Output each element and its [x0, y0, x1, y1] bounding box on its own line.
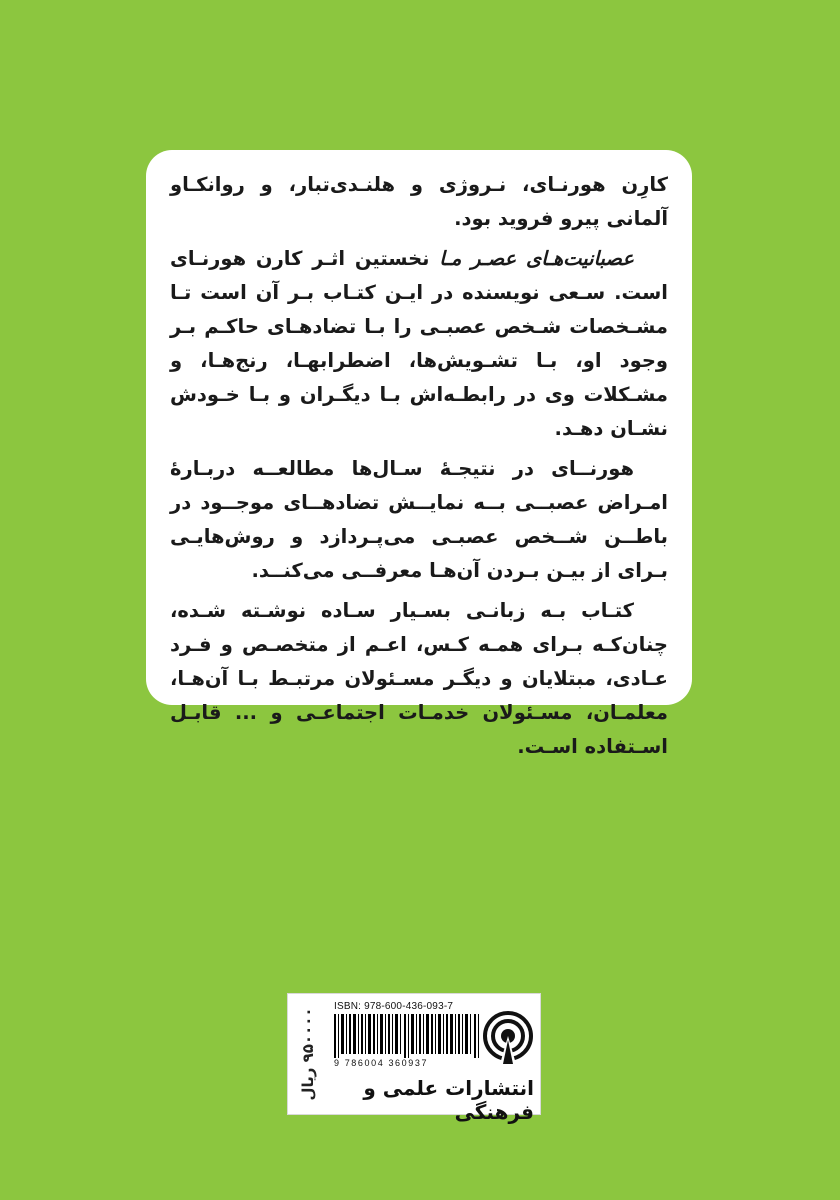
paragraph-author: کارِن هورنـای، نـروژی و هلنـدی‌تبار، و روانکـاو آلمانی پیرو فروید بود.	[170, 173, 668, 230]
book-title: عصبانیت‌هـای عصـر مـا	[439, 247, 634, 270]
paragraph-book-text: نخستین اثـر کارن هورنـای است. سـعی نویسنده در ایـن کتـاب بـر آن است تـا مشـخصات شـخص عصبـی را بـا تضادهـای حاکـم بـر وجود او، بـا تشـویش‌ها، اضطرابهـا، رنج‌هـا، و مشـکلات وی در رابطـه‌اش بـا دیگـران و بـا خـودش نشـان دهـد.	[170, 247, 668, 440]
price-text: ۹۵۰۰۰۰ ریال	[299, 1007, 317, 1101]
barcode-label	[287, 993, 541, 1124]
paragraph-audience: کتـاب بـه زبانـی بسـیار سـاده نوشـته شـده، چنان‌کـه بـرای همـه کـس، اعـم از متخصـص و فـرد عـادی، مبتلایان و دیگـر مسـئولان مرتبـط بـا آن‌هـا، معلمـان، مسـئولان خدمـات اجتماعـی و ... قابـل اسـتفاده اسـت.	[170, 599, 668, 758]
publisher-logo-icon	[483, 1006, 533, 1068]
barcode-digits: 9 786004 360937	[334, 1058, 429, 1068]
description-card	[146, 150, 692, 758]
paragraph-book	[170, 242, 668, 446]
paragraph-content: هورنــای در نتیجـهٔ سـال‌ها مطالعــه دربـارهٔ امـراض عصبــی بــه نمایــش تضادهــای موجــود در باطــن شــخص عصبـی می‌پـردازد و روش‌هایـی بـرای از بیـن بـردن آن‌هـا معرفــی می‌کنــد.	[170, 457, 668, 582]
barcode	[334, 1014, 482, 1058]
isbn-text: ISBN: 978-600-436-093-7	[334, 1001, 454, 1012]
publisher-name: انتشارات علمی و فرهنگی	[363, 1076, 534, 1124]
